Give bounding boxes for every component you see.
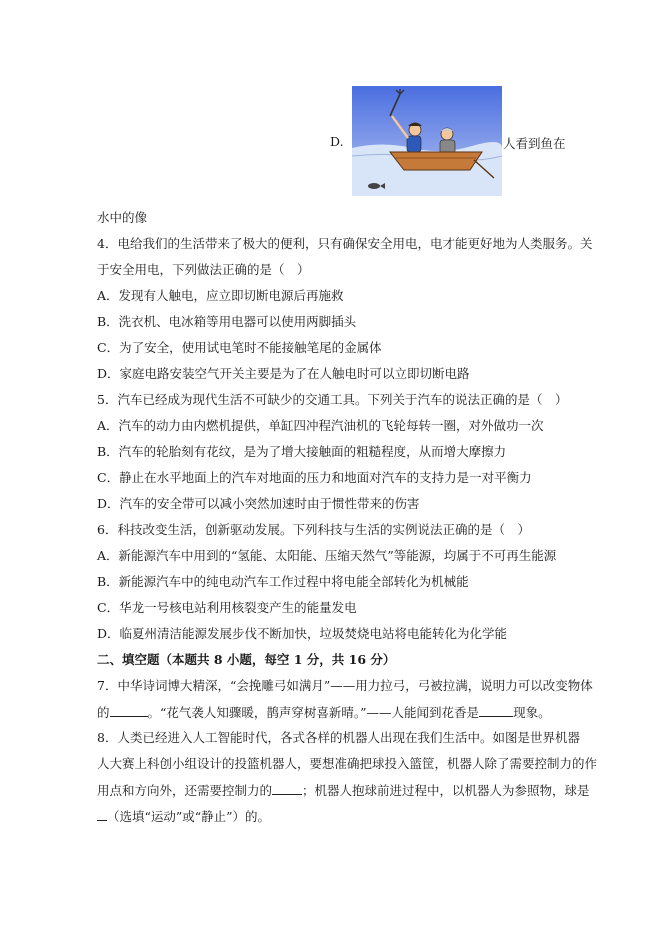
q7-text-c: 现象。 bbox=[513, 705, 551, 720]
q6-option-d: D．临夏州清洁能源发展步伐不断加快，垃圾焚烧电站将电能转化为化学能 bbox=[97, 626, 508, 641]
q7-line1: 7．中华诗词博大精深，“会挽雕弓如满月”——用力拉弓，弓被拉满，说明力可以改变物体 bbox=[97, 678, 593, 693]
q7-blank-1[interactable] bbox=[110, 704, 148, 717]
q7-text-a: 的 bbox=[97, 705, 110, 720]
q5-option-d: D．汽车的安全带可以减小突然加速时由于惯性带来的伤害 bbox=[97, 496, 420, 511]
q7-line2 bbox=[97, 704, 551, 721]
q7-blank-2[interactable] bbox=[479, 704, 513, 717]
q7-text-b: 。“花气袭人知骤暖，鹊声穿树喜新晴。”——人能闻到花香是 bbox=[147, 705, 480, 720]
option-d-label: D. bbox=[330, 134, 344, 149]
q6-option-c: C．华龙一号核电站利用核裂变产生的能量发电 bbox=[97, 600, 357, 615]
q8-text-a: 用点和方向外，还需要控制力的 bbox=[97, 783, 273, 798]
section-heading-fill-in: 二、填空题（本题共 8 小题，每空 1 分，共 16 分） bbox=[97, 652, 396, 667]
q8-blank-1[interactable] bbox=[272, 782, 302, 795]
q5-option-b: B．汽车的轮胎刻有花纹，是为了增大接触面的粗糙程度，从而增大摩擦力 bbox=[97, 444, 507, 459]
q5-stem: 5．汽车已经成为现代生活不可缺少的交通工具。下列关于汽车的说法正确的是（ ） bbox=[97, 392, 568, 407]
option-d-caption-continued: 水中的像 bbox=[97, 210, 148, 225]
q8-text-b: ；机器人抱球前进过程中，以机器人为参照物，球是 bbox=[302, 783, 590, 798]
q4-option-a: A．发现有人触电，应立即切断电源后再施救 bbox=[97, 288, 344, 303]
q8-line1: 8．人类已经进入人工智能时代，各式各样的机器人出现在我们生活中。如图是世界机器 bbox=[97, 730, 580, 745]
option-d-caption: 人看到鱼在 bbox=[503, 136, 566, 151]
q4-option-c: C．为了安全，使用试电笔时不能接触笔尾的金属体 bbox=[97, 340, 382, 355]
q4-option-b: B．洗衣机、电冰箱等用电器可以使用两脚插头 bbox=[97, 314, 357, 329]
q8-line4 bbox=[97, 808, 270, 825]
q4-stem-line2: 于安全用电，下列做法正确的是（ ） bbox=[97, 262, 310, 277]
q5-option-a: A．汽车的动力由内燃机提供，单缸四冲程汽油机的飞轮每转一圈，对外做功一次 bbox=[97, 418, 544, 433]
q8-blank-2[interactable] bbox=[97, 808, 107, 821]
q8-text-c: （选填“运动”或“静止”）的。 bbox=[107, 809, 271, 824]
q4-option-d: D．家庭电路安装空气开关主要是为了在人触电时可以立即切断电路 bbox=[97, 366, 470, 381]
boat-fishing-illustration bbox=[352, 86, 502, 196]
q6-stem: 6．科技改变生活，创新驱动发展。下列科技与生活的实例说法正确的是（ ） bbox=[97, 522, 530, 537]
q5-option-c: C．静止在水平地面上的汽车对地面的压力和地面对汽车的支持力是一对平衡力 bbox=[97, 470, 532, 485]
q8-line3 bbox=[97, 782, 590, 799]
q6-option-a: A．新能源汽车中用到的“氢能、太阳能、压缩天然气”等能源，均属于不可再生能源 bbox=[97, 548, 557, 563]
q4-stem-line1: 4．电给我们的生活带来了极大的便利，只有确保安全用电，电才能更好地为人类服务。关 bbox=[97, 236, 593, 251]
q6-option-b: B．新能源汽车中的纯电动汽车工作过程中将电能全部转化为机械能 bbox=[97, 574, 469, 589]
q8-line2: 人大赛上科创小组设计的投篮机器人，要想准确把球投入篮筐，机器人除了需要控制力的作 bbox=[97, 756, 598, 771]
